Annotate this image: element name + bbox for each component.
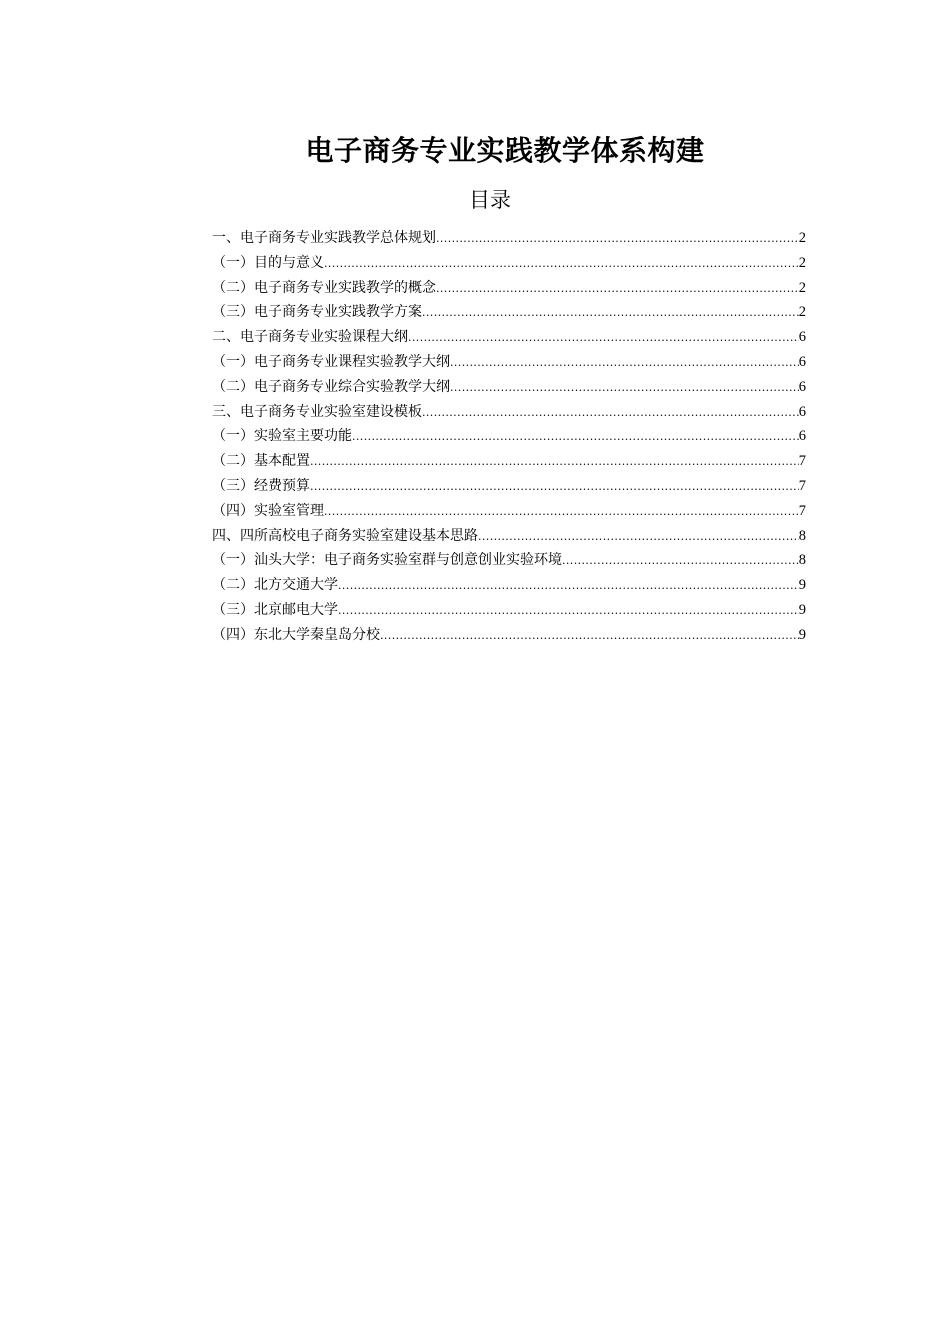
toc-entry-label: 三、电子商务专业实验室建设模板 [212,403,422,420]
toc-entry[interactable] [212,449,806,474]
toc-page-number: 7 [798,453,806,470]
toc-leader-dots [450,351,799,376]
toc-entry[interactable] [212,499,806,524]
toc-entry-label: （一）电子商务专业课程实验教学大纲 [212,353,450,370]
toc-leader-dots [380,624,799,649]
toc-page-number: 6 [798,428,806,445]
toc-page-number: 2 [798,279,806,296]
toc-page-number: 9 [798,601,806,618]
toc-entry[interactable] [212,474,806,499]
toc-entry[interactable] [212,375,806,400]
toc-leader-dots [324,500,799,525]
toc-entry-label: （二）电子商务专业综合实验教学大纲 [212,378,450,395]
toc-page-number: 6 [798,353,806,370]
toc-page-number: 8 [798,527,806,544]
toc-page-number: 7 [798,477,806,494]
toc-heading: 目录 [469,188,511,212]
toc-leader-dots [422,401,799,426]
toc-entry-label: （一）目的与意义 [212,254,324,271]
toc-page-number: 2 [798,254,806,271]
toc-leader-dots [450,376,799,401]
toc-page-number: 8 [798,552,806,569]
toc-entry-label: （四）实验室管理 [212,502,324,519]
toc-entry-label: 二、电子商务专业实验课程大纲 [212,329,408,346]
toc-leader-dots [352,425,799,450]
toc-entry[interactable] [212,350,806,375]
toc-leader-dots [310,475,799,500]
toc-leader-dots [408,326,799,351]
table-of-contents [212,226,806,648]
toc-leader-dots [338,574,799,599]
toc-entry[interactable] [212,623,806,648]
toc-entry[interactable] [212,598,806,623]
toc-entry-label: （四）东北大学秦皇岛分校 [212,626,380,643]
toc-entry-label: （二）基本配置 [212,453,310,470]
toc-page-number: 2 [798,230,806,246]
toc-leader-dots [338,599,799,624]
toc-entry[interactable] [212,424,806,449]
toc-entry-label: （三）北京邮电大学 [212,601,338,618]
toc-entry-label: （三）电子商务专业实践教学方案 [212,304,422,321]
toc-entry[interactable] [212,276,806,301]
toc-page-number: 2 [798,304,806,321]
toc-leader-dots [324,252,799,277]
toc-leader-dots [436,227,799,252]
toc-page-number: 6 [798,403,806,420]
toc-entry[interactable] [212,548,806,573]
toc-leader-dots [310,450,799,475]
toc-entry-label: （二）电子商务专业实践教学的概念 [212,279,436,296]
toc-leader-dots [562,549,799,574]
toc-entry-label: （三）经费预算 [212,477,310,494]
toc-page-number: 9 [798,577,806,594]
toc-entry[interactable] [212,226,806,251]
toc-entry-label: （一）汕头大学：电子商务实验室群与创意创业实验环境 [212,552,562,569]
document-title: 电子商务专业实践教学体系构建 [305,134,705,167]
toc-entry-label: 一、电子商务专业实践教学总体规划 [212,230,436,246]
toc-entry[interactable] [212,251,806,276]
toc-leader-dots [422,301,799,326]
toc-entry[interactable] [212,524,806,549]
toc-entry[interactable] [212,573,806,598]
toc-page-number: 7 [798,502,806,519]
toc-page-number: 6 [798,329,806,346]
toc-leader-dots [478,525,799,550]
toc-entry-label: （一）实验室主要功能 [212,428,352,445]
toc-entry-label: （二）北方交通大学 [212,577,338,594]
toc-entry[interactable] [212,300,806,325]
toc-entry-label: 四、四所高校电子商务实验室建设基本思路 [212,527,478,544]
toc-page-number: 6 [798,378,806,395]
toc-entry[interactable] [212,325,806,350]
toc-page-number: 9 [798,626,806,643]
toc-entry[interactable] [212,400,806,425]
toc-leader-dots [436,277,799,302]
